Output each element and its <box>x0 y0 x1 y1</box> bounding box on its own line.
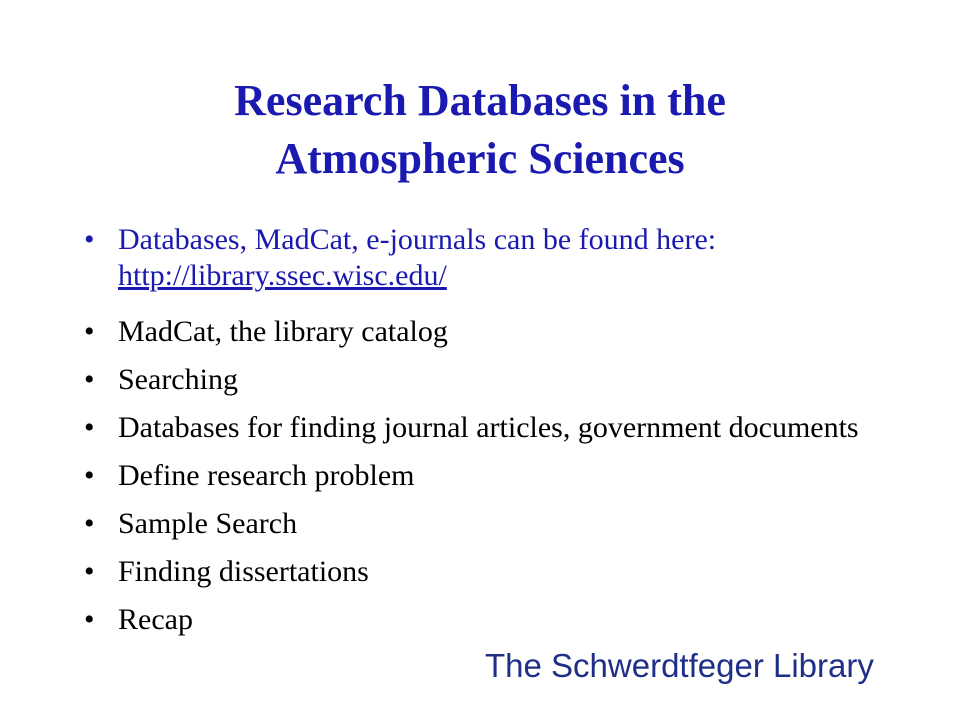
bullet-text: MadCat, the library catalog <box>118 315 448 348</box>
bullet-text: Finding dissertations <box>118 555 369 588</box>
bullet-dot: • <box>84 315 95 348</box>
library-link[interactable]: http://library.ssec.wisc.edu/ <box>118 259 447 292</box>
bullet-dot: • <box>84 411 95 444</box>
bullet-text: Databases, MadCat, e-journals can be found here: <box>118 223 717 256</box>
bullet-text: Recap <box>118 603 193 636</box>
title-line-2: Atmospheric Sciences <box>275 134 685 183</box>
bullet-item-recap <box>80 602 880 638</box>
bullet-dot: • <box>84 223 95 256</box>
bullet-item-madcat <box>80 314 880 350</box>
bullet-text: Searching <box>118 363 238 396</box>
bullet-text: Define research problem <box>118 459 415 492</box>
bullet-item-sample-search <box>80 506 880 542</box>
bullet-dot: • <box>84 555 95 588</box>
library-brand-logo: The Schwerdtfeger Library <box>485 647 874 684</box>
bullet-list <box>80 222 880 650</box>
bullet-item-searching <box>80 362 880 398</box>
bullet-dot: • <box>84 603 95 636</box>
bullet-text: Sample Search <box>118 507 298 540</box>
page-title <box>80 72 880 188</box>
bullet-item-dissertations <box>80 554 880 590</box>
title-line-1: Research Databases in the <box>234 76 726 125</box>
bullet-item-databases <box>80 222 880 294</box>
bullet-dot: • <box>84 507 95 540</box>
bullet-dot: • <box>84 459 95 492</box>
bullet-item-define-problem <box>80 458 880 494</box>
bullet-item-databases-articles <box>80 410 880 446</box>
bullet-dot: • <box>84 363 95 396</box>
bullet-text: Databases for finding journal articles, government documents <box>118 411 859 444</box>
